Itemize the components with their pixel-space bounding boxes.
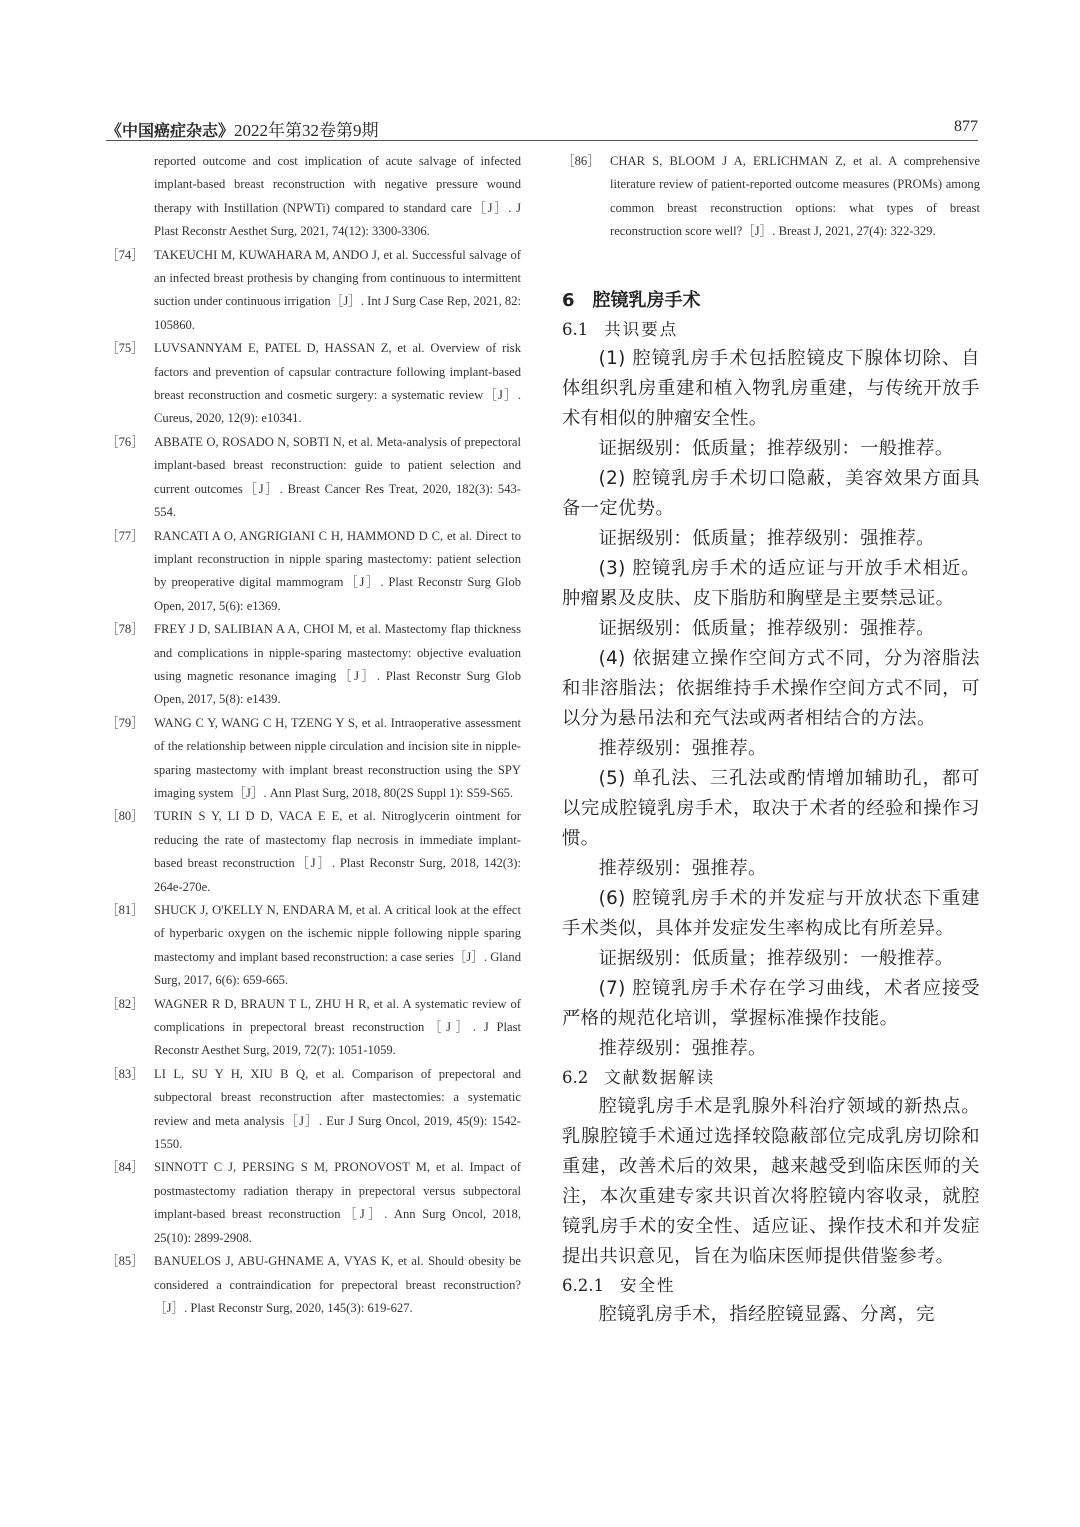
evidence-level: 证据级别：低质量；推荐级别：强推荐。 [598, 527, 935, 549]
section-heading: 6 腔镜乳房手术 [562, 289, 701, 311]
reference-number: ［76］ [106, 434, 144, 449]
evidence-level: 证据级别：低质量；推荐级别：强推荐。 [598, 617, 935, 639]
reference-item [106, 1156, 521, 1250]
page-number: 877 [954, 118, 978, 135]
reference-number: ［78］ [106, 622, 144, 637]
journal-title [106, 116, 379, 141]
subsection-heading [562, 1064, 980, 1092]
subsection-title: 共识要点 [604, 319, 679, 339]
evidence-level: 推荐级别：强推荐。 [598, 857, 767, 879]
reference-item [106, 431, 521, 525]
reference-text: SHUCK J, O'KELLY N, ENDARA M, et al. A critical look at the effect of hyperbaric oxygen on the ischemic nipple following nipple sparing mastectomy and implant based reconstruction: a case series［J］. Gland Surg, 2017, 6(6): 659-665. [154, 903, 521, 988]
reference-item [106, 805, 521, 899]
reference-item [106, 1250, 521, 1320]
evidence-level: 证据级别：低质量；推荐级别：一般推荐。 [598, 947, 954, 969]
consensus-point: (6) 腔镜乳房手术的并发症与开放状态下重建手术类似，具体并发症发生率构成比有所差异。 [562, 887, 980, 939]
subsection-heading [562, 316, 980, 344]
right-column [562, 150, 980, 1330]
reference-number: ［83］ [106, 1066, 144, 1081]
reference-item [106, 712, 521, 806]
subsection-number: 6.1 [562, 319, 589, 339]
reference-item [106, 899, 521, 993]
reference-number: ［84］ [106, 1160, 144, 1175]
reference-text: WAGNER R D, BRAUN T L, ZHU H R, et al. A systematic review of complications in prepectoral breast reconstruction［J］. J Plast Reconstr Aesthet Surg, 2019, 72(7): 1051-1059. [154, 996, 521, 1058]
reference-text: TURIN S Y, LI D D, VACA E E, et al. Nitroglycerin ointment for reducing the rate of mastectomy flap necrosis in immediate implant-based breast reconstruction［J］. Plast Reconstr Surg, 2018, 142(3): 264e-270e. [154, 809, 521, 894]
evidence-level: 推荐级别：强推荐。 [598, 737, 767, 759]
reference-text: CHAR S, BLOOM J A, ERLICHMAN Z, et al. A comprehensive literature review of patient-reported outcome measures (PROMs) among common breast reconstruction options: what types of breast reconstruction score well?［J］. Breast J, 2021, 27(4): 322-329. [610, 154, 980, 239]
reference-number [106, 150, 154, 244]
subsection-title: 安全性 [619, 1275, 676, 1295]
journal-name: 《中国癌症杂志》 [106, 121, 235, 140]
reference-text: RANCATI A O, ANGRIGIANI C H, HAMMOND D C, et al. Direct to implant reconstruction in nipple sparing mastectomy: patient selection by preoperative digital mammogram［J］. Plast Reconstr Surg Glob Open, 2017, 5(6): e1369. [154, 528, 521, 613]
reference-number: ［85］ [106, 1254, 144, 1269]
reference-item [106, 618, 521, 712]
reference-text: SINNOTT C J, PERSING S M, PRONOVOST M, et al. Impact of postmastectomy radiation therapy in prepectoral versus subpectoral implant-based breast reconstruction［J］. Ann Surg Oncol, 2018, 25(10): 2899-2908. [154, 1160, 521, 1245]
reference-text: FREY J D, SALIBIAN A A, CHOI M, et al. Mastectomy flap thickness and complications in nipple-sparing mastectomy: objective evaluation using magnetic resonance imaging［J］. Plast Reconstr Surg Glob Open, 2017, 5(8): e1439. [154, 622, 521, 707]
reference-text: LUVSANNYAM E, PATEL D, HASSAN Z, et al. Overview of risk factors and prevention of capsular contracture following implant-based breast reconstruction and cosmetic surgery: a systematic review［J］. Cureus, 2020, 12(9): e10341. [154, 341, 521, 426]
reference-text: LI L, SU Y H, XIU B Q, et al. Comparison of prepectoral and subpectoral breast reconstruction after mastectomies: a systematic review and meta analysis［J］. Eur J Surg Oncol, 2019, 45(9): 1542-1550. [154, 1066, 521, 1152]
consensus-point: (3) 腔镜乳房手术的适应证与开放手术相近。肿瘤累及皮肤、皮下脂肪和胸壁是主要禁忌证。 [562, 557, 980, 609]
reference-text: BANUELOS J, ABU-GHNAME A, VYAS K, et al. Should obesity be considered a contraindication for prepectoral breast reconstruction?［J］. Plast Reconstr Surg, 2020, 145(3): 619-627. [154, 1254, 521, 1315]
reference-item [106, 525, 521, 619]
reference-text: ABBATE O, ROSADO N, SOBTI N, et al. Meta-analysis of prepectoral implant-based breast reconstruction: guide to patient selection and current outcomes［J］. Breast Cancer Res Treat, 2020, 182(3): 543-554. [154, 434, 521, 520]
reference-number: ［74］ [106, 247, 144, 262]
reference-number: ［82］ [106, 996, 144, 1011]
reference-number: ［81］ [106, 903, 144, 917]
reference-number: ［86］ [562, 154, 600, 168]
reference-number: ［75］ [106, 341, 144, 356]
reference-text: reported outcome and cost implication of acute salvage of infected implant-based breast reconstruction with negative pressure wound therapy with Instillation (NPWTi) compared to standard care［J］. J Plast Reconstr Aesthet Surg, 2021, 74(12): 3300-3306. [154, 154, 521, 239]
reference-number: ［79］ [106, 715, 144, 730]
page-header [106, 116, 978, 142]
reference-item [562, 150, 980, 244]
subsection-number: 6.2 [562, 1067, 589, 1087]
reference-number: ［80］ [106, 809, 144, 824]
reference-item [106, 244, 521, 338]
subsection-title: 文献数据解读 [604, 1067, 716, 1087]
body-paragraph: 腔镜乳房手术是乳腺外科治疗领域的新热点。乳腺腔镜手术通过选择较隐蔽部位完成乳房切除和重建，改善术后的效果，越来越受到临床医师的关注，本次重建专家共识首次将腔镜内容收录，就腔镜乳房手术的安全性、适应证、操作技术和并发症提出共识意见，旨在为临床医师提供借鉴参考。 [562, 1095, 980, 1267]
evidence-level: 推荐级别：强推荐。 [598, 1037, 767, 1059]
left-column [106, 150, 521, 1320]
reference-number: ［77］ [106, 528, 144, 543]
reference-text: TAKEUCHI M, KUWAHARA M, ANDO J, et al. Successful salvage of an infected breast prothesis by changing from continuous to intermittent suction under continuous irrigation［J］. Int J Surg Case Rep, 2021, 82: 105860. [154, 247, 521, 332]
journal-issue: 2022年第32卷第9期 [234, 121, 379, 140]
consensus-point: (4) 依据建立操作空间方式不同，分为溶脂法和非溶脂法；依据维持手术操作空间方式不同，可以分为悬吊法和充气法或两者相结合的方法。 [562, 647, 980, 729]
header-rule [106, 140, 978, 141]
subsection-number: 6.2.1 [562, 1275, 604, 1295]
reference-text: WANG C Y, WANG C H, TZENG Y S, et al. Intraoperative assessment of the relationship between nipple circulation and incision site in nipple-sparing mastectomy with implant breast reconstruction using the SPY imaging system［J］. Ann Plast Surg, 2018, 80(2S Suppl 1): S59-S65. [154, 715, 521, 800]
consensus-point: (2) 腔镜乳房手术切口隐蔽，美容效果方面具备一定优势。 [562, 467, 980, 519]
reference-item [106, 150, 521, 244]
reference-item [106, 337, 521, 431]
consensus-point: (7) 腔镜乳房手术存在学习曲线，术者应接受严格的规范化培训，掌握标准操作技能。 [562, 977, 980, 1029]
reference-item [106, 1063, 521, 1157]
reference-item [106, 993, 521, 1063]
consensus-point: (5) 单孔法、三孔法或酌情增加辅助孔，都可以完成腔镜乳房手术，取决于术者的经验和操作习惯。 [562, 767, 980, 849]
consensus-point: (1) 腔镜乳房手术包括腔镜皮下腺体切除、自体组织乳房重建和植入物乳房重建，与传统开放手术有相似的肿瘤安全性。 [562, 347, 980, 429]
subsection-heading [562, 1272, 980, 1300]
evidence-level: 证据级别：低质量；推荐级别：一般推荐。 [598, 437, 954, 459]
body-paragraph: 腔镜乳房手术，指经腔镜显露、分离，完 [598, 1303, 935, 1325]
